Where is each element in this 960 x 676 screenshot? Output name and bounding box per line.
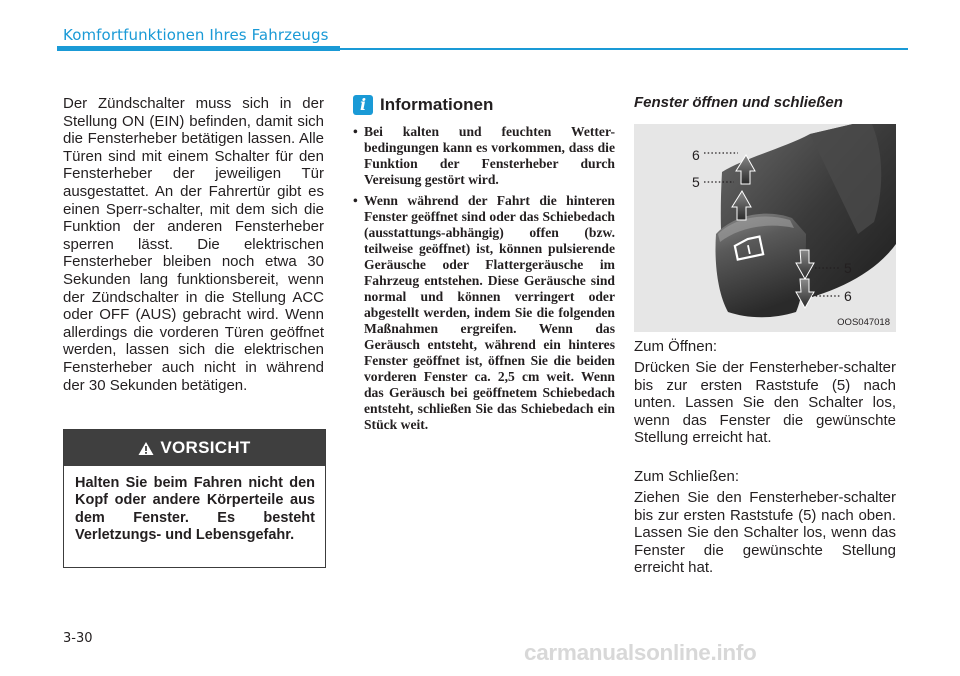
caution-header <box>64 430 325 466</box>
caution-box <box>63 429 326 568</box>
open-instructions: Drücken Sie der Fensterheber-schalter bis zur ersten Raststufe (5) nach unten. Lassen Sie den Schalter los, wenn das Fenster die gewünschte Stellung erreicht hat. <box>634 359 896 447</box>
close-label: Zum Schließen: <box>634 468 740 485</box>
page-number: 3-30 <box>63 631 93 646</box>
ignition-paragraph: Der Zündschalter muss sich in der Stellung ON (EIN) befinden, damit sich die Fensterheber betätigen lassen. Alle Türen sind mit einem Schalter für den Fensterheber der jeweiligen Tür ausgestattet. An der Fahrertür gibt es einen Sperr-schalter, mit dem sich die Funktion der anderen Fensterheber sperren lässt. Die elektrischen Fensterheber bleiben noch etwa 30 Sekunden lang funktionsbereit, wenn der Zündschalter in die Stellung ACC oder OFF (AUS) gebracht wird. Wenn allerdings die vorderen Türen geöffnet werden, lassen sich die elektrischen Fensterheber auch nicht in während der 30 Sekunden betätigen. <box>63 95 324 394</box>
watermark: carmanualsonline.info <box>524 640 757 665</box>
header-rule-accent <box>57 46 340 51</box>
window-switch-figure <box>634 124 896 332</box>
warning-triangle-icon <box>138 441 154 456</box>
label-down-6: 6 <box>844 288 852 304</box>
info-header <box>353 95 493 115</box>
section-title: Komfortfunktionen Ihres Fahrzeugs <box>63 26 329 44</box>
close-instructions: Ziehen Sie den Fensterheber-schalter bis zur ersten Raststufe (5) nach oben. Lassen Sie den Schalter los, wenn das Fenster die gewünschte Stellung erreicht hat. <box>634 489 896 577</box>
open-label: Zum Öffnen: <box>634 338 718 355</box>
caution-title: VORSICHT <box>160 438 251 457</box>
label-down-5: 5 <box>844 260 852 276</box>
info-title: Informationen <box>380 95 494 114</box>
info-list <box>353 124 615 438</box>
info-bullet-icing: • Bei kalten und feuchten Wetter-bedingungen kann es vorkommen, dass die Funktion der Fensterheber durch Vereisung gestört wird. <box>353 124 615 188</box>
label-up-5: 5 <box>692 174 700 190</box>
window-heading: Fenster öffnen und schließen <box>634 94 843 111</box>
caution-text: Halten Sie beim Fahren nicht den Kopf oder andere Körperteile aus dem Fenster. Es besteht Verletzungs- und Lebensgefahr. <box>75 475 315 543</box>
header-rule <box>340 48 908 50</box>
info-bullet-noise: • Wenn während der Fahrt die hinteren Fenster geöffnet sind oder das Schiebedach (ausstattungs-abhängig) offen (bzw. teilweise geöffnet) ist, können pulsierende Geräusche oder Flattergeräusche im Fahrzeug entstehen. Diese Geräusche sind normal und können verringert oder abgestellt werden, indem Sie die folgenden Maßnahmen ergreifen. Wenn das Geräusch entsteht, während ein hinteres Fenster geöffnet ist, öffnen Sie die beiden vorderen Fenster ca. 2,5 cm weit. Wenn das Geräusch bei geöffnetem Schiebedach entsteht, schließen Sie das Schiebedach ein Stück weit. <box>353 193 615 433</box>
figure-code: OOS047018 <box>837 317 890 328</box>
window-switch-illustration <box>634 124 896 332</box>
label-up-6: 6 <box>692 147 700 163</box>
info-icon: i <box>353 95 373 115</box>
